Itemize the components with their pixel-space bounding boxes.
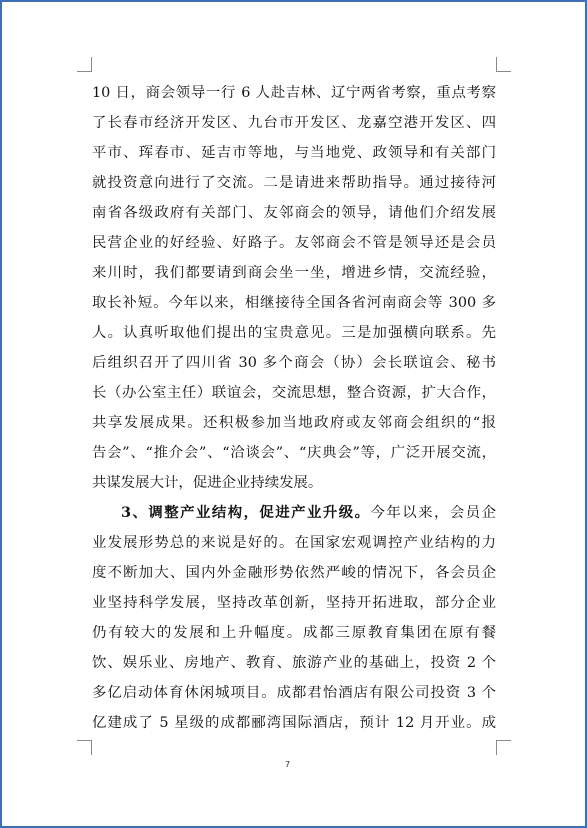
body-text-line: 共谋发展大计，促进企业持续发展。 (92, 475, 323, 491)
page-frame-top (0, 0, 587, 2)
section-heading-continuation: 今年以来，会员企 (370, 505, 496, 521)
body-text-line: 民营企业的好经验、好路子。友邻商会不管是领导还是会员 (92, 235, 496, 251)
body-text-line: 10 日，商会领导一行 6 人赴吉林、辽宁两省考察，重点考察 (92, 85, 496, 101)
body-text-line: 业坚持科学发展，坚持改革创新，坚持开拓进取，部分企业 (92, 595, 496, 611)
section-heading-line (92, 498, 496, 528)
body-text-line: 来川时，我们都要请到商会坐一坐，增进乡情，交流经验， (92, 265, 496, 281)
body-text-line: 了长春市经济开发区、九台市开发区、龙嘉空港开发区、四 (92, 115, 496, 131)
body-text-line: 人。认真听取他们提出的宝贵意见。三是加强横向联系。先 (92, 325, 496, 341)
section-heading: 3、调整产业结构，促进产业升级。 (121, 504, 371, 521)
page-frame-left (0, 0, 2, 828)
body-text-line: 业发展形势总的来说是好的。在国家宏观调控产业结构的力 (92, 535, 496, 551)
body-text-line: 仍有较大的发展和上升幅度。成都三原教育集团在原有餐 (92, 625, 496, 641)
body-text-line: 告会”、“推介会”、“洽谈会”、“庆典会”等，广泛开展交流， (92, 445, 496, 461)
body-text-line: 南省各级政府有关部门、友邻商会的领导，请他们介绍发展 (92, 205, 496, 221)
body-text-line: 度不断加大、国内外金融形势依然严峻的情况下，各会员企 (92, 565, 496, 581)
body-text-line: 就投资意向进行了交流。二是请进来帮助指导。通过接待河 (92, 175, 496, 191)
crop-mark-bottom-right (496, 740, 511, 755)
body-text-line: 多亿启动体育休闲城项目。成都君怡酒店有限公司投资 3 个 (92, 685, 496, 701)
body-text-line: 后组织召开了四川省 30 多个商会（协）会长联谊会、秘书 (92, 355, 496, 371)
body-text-line: 长（办公室主任）联谊会，交流思想，整合资源，扩大合作， (92, 385, 496, 401)
body-text-line: 亿建成了 5 星级的成都郦湾国际酒店，预计 12 月开业。成 (92, 715, 496, 731)
page-number: 7 (285, 760, 291, 769)
crop-mark-top-left (77, 57, 92, 72)
crop-mark-bottom-left (77, 740, 92, 755)
document-body (92, 78, 496, 738)
body-text-line: 平市、珲春市、延吉市等地，与当地党、政领导和有关部门 (92, 145, 496, 161)
body-text-line: 取长补短。今年以来，相继接待全国各省河南商会等 300 多 (92, 295, 496, 311)
body-text-line: 饮、娱乐业、房地产、教育、旅游产业的基础上，投资 2 个 (92, 655, 496, 671)
crop-mark-top-right (496, 57, 511, 72)
body-text-line: 共享发展成果。还积极参加当地政府或友邻商会组织的“报 (92, 415, 496, 431)
